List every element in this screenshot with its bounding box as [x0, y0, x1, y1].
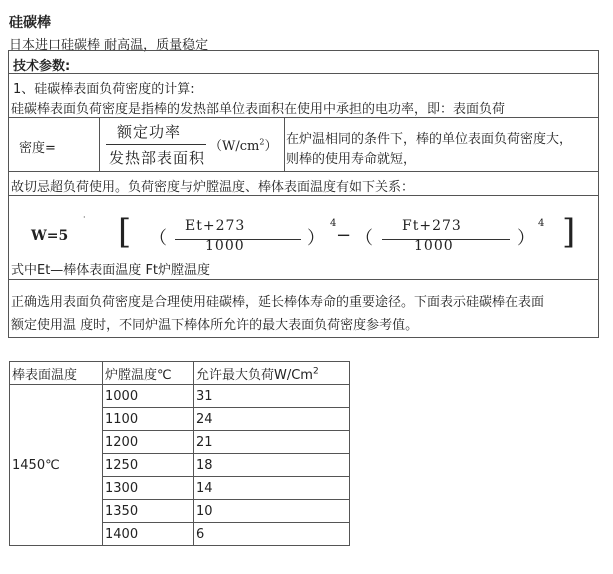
doc-title: 硅碳棒: [9, 15, 51, 31]
formula-bracket-open: [: [118, 212, 132, 252]
furnace-temp-cell: 1200: [103, 431, 194, 454]
divider: [9, 73, 598, 74]
max-load-cell: 18: [194, 454, 350, 477]
formula-paren-open: （: [149, 228, 167, 249]
max-load-cell: 31: [194, 385, 350, 408]
load-table: [9, 361, 350, 546]
formula-dot: ·: [83, 213, 86, 222]
formula-exponent: 4: [330, 218, 337, 229]
fraction-numerator: 额定功率: [117, 123, 182, 141]
density-label: 密度=: [19, 141, 56, 156]
table-header-row: [10, 362, 350, 385]
formula-exponent: 4: [538, 218, 545, 229]
tech-header: 技术参数:: [13, 59, 71, 74]
max-load-cell: 6: [194, 523, 350, 546]
furnace-temp-cell: 1000: [103, 385, 194, 408]
formula-paren-open: （: [355, 228, 373, 249]
doc-subtitle: 日本进口硅碳棒 耐高温，质量稳定: [9, 38, 209, 53]
unit-open: （W/cm: [209, 139, 260, 154]
max-load-cell: 21: [194, 431, 350, 454]
divider: [9, 195, 598, 196]
header-max-load-label: 允许最大负荷W/Cm: [196, 367, 313, 383]
header-furnace-temp: 炉膛温度℃: [103, 362, 194, 385]
usage-text-1: 正确选用表面负荷密度是合理使用硅碳棒，延长棒体寿命的重要途径。下面表示硅碳棒在表面: [11, 295, 545, 310]
formula-num-2: Ft+273: [402, 218, 462, 234]
furnace-temp-cell: 1100: [103, 408, 194, 431]
unit-close: ）: [264, 139, 278, 154]
furnace-temp-cell: 1350: [103, 500, 194, 523]
section1-desc: 硅碳棒表面负荷密度是指棒的发热部单位表面积在使用中承担的电功率，即：表面负荷: [11, 102, 506, 117]
header-surface-temp: 棒表面温度: [10, 362, 103, 385]
furnace-temp-cell: 1400: [103, 523, 194, 546]
formula-lhs: W=5: [31, 228, 69, 244]
spec-box: [8, 50, 599, 338]
density-note-1: 在炉温相同的条件下，棒的单位表面负荷密度大，: [286, 132, 573, 147]
formula-minus: −: [336, 225, 352, 246]
density-note-2: 则棒的使用寿命就短，: [286, 152, 417, 167]
furnace-temp-cell: 1300: [103, 477, 194, 500]
formula-paren-close: ）: [517, 228, 535, 249]
table-row: [10, 385, 350, 408]
unit-sup: 2: [259, 137, 265, 147]
usage-text-2: 额定使用温 度时，不同炉温下棒体所允许的最大表面负荷密度参考值。: [11, 318, 419, 333]
formula-den-1: 1000: [205, 238, 245, 254]
formula-den-2: 1000: [414, 238, 454, 254]
formula-note: 式中Et—棒体表面温度 Ft炉膛温度: [11, 263, 211, 278]
divider: [9, 279, 598, 280]
divider: [9, 117, 598, 118]
formula-bracket-close: ]: [562, 212, 576, 252]
fraction-bar: [106, 144, 206, 145]
divider: [9, 171, 598, 172]
formula-paren-close: ）: [307, 228, 325, 249]
header-max-load: [194, 362, 350, 385]
surface-temp-cell: 1450℃: [10, 385, 103, 546]
max-load-cell: 10: [194, 500, 350, 523]
section1-title: 1、硅碳棒表面负荷密度的计算:: [13, 82, 195, 97]
cell-divider: [99, 117, 100, 171]
formula-num-1: Et+273: [185, 218, 246, 234]
fraction-denominator: 发热部表面积: [109, 149, 206, 167]
caution-text: 故切忌超负荷使用。负荷密度与炉膛温度、棒体表面温度有如下关系：: [11, 180, 415, 195]
furnace-temp-cell: 1250: [103, 454, 194, 477]
max-load-cell: 14: [194, 477, 350, 500]
cell-divider: [284, 117, 285, 171]
max-load-cell: 24: [194, 408, 350, 431]
header-max-load-sup: 2: [312, 366, 319, 377]
unit: [209, 135, 277, 154]
